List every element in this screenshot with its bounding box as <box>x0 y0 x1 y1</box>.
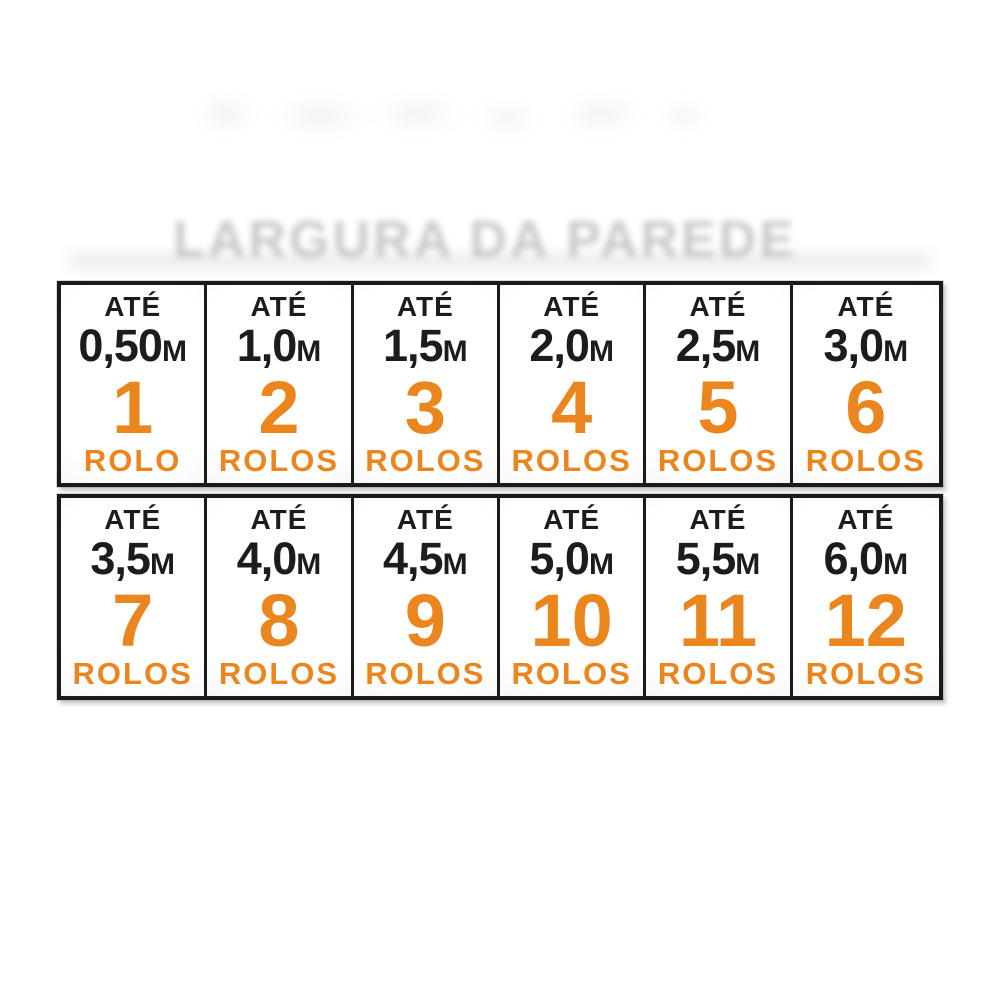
up-to-label: ATÉ <box>543 503 601 535</box>
rolls-label: ROLOS <box>805 442 926 478</box>
width-unit-meters: M <box>588 548 614 582</box>
width-value-line <box>823 320 909 372</box>
width-value-line <box>675 320 761 372</box>
roll-count: 2 <box>258 365 300 449</box>
roll-count: 8 <box>258 578 300 662</box>
width-value-line <box>675 533 761 585</box>
up-to-label: ATÉ <box>689 290 747 322</box>
roll-cell <box>61 498 207 696</box>
width-value: 2,5 <box>675 320 736 372</box>
up-to-label: ATÉ <box>396 290 454 322</box>
up-to-label: ATÉ <box>396 503 454 535</box>
width-unit-meters: M <box>735 335 761 369</box>
up-to-label: ATÉ <box>250 290 308 322</box>
rolls-label: ROLOS <box>657 442 779 478</box>
width-unit-meters: M <box>883 548 909 582</box>
roll-count: 1 <box>112 365 154 449</box>
rolls-table <box>57 281 943 700</box>
width-value-line <box>236 320 322 372</box>
width-value: 4,0 <box>236 533 297 585</box>
width-value-line <box>383 533 468 585</box>
roll-cell <box>646 285 792 483</box>
up-to-label: ATÉ <box>837 290 895 322</box>
width-value-line <box>823 533 909 585</box>
roll-cell <box>500 285 646 483</box>
roll-cell <box>354 498 500 696</box>
rolls-label: ROLOS <box>218 655 340 691</box>
width-value: 3,0 <box>823 320 884 372</box>
width-value: 1,5 <box>383 320 443 372</box>
roll-cell <box>500 498 646 696</box>
width-value-line <box>236 533 322 585</box>
roll-cell <box>646 498 792 696</box>
width-value: 3,5 <box>90 533 150 585</box>
roll-count: 3 <box>404 365 446 449</box>
up-to-label: ATÉ <box>837 503 895 535</box>
roll-count: 6 <box>845 365 887 449</box>
width-value-line <box>529 533 614 585</box>
roll-count: 9 <box>404 578 446 662</box>
width-value: 0,50 <box>78 320 162 372</box>
ghost-title-underglow <box>70 254 930 268</box>
roll-count: 11 <box>678 578 758 662</box>
roll-cell <box>354 285 500 483</box>
roll-cell <box>793 285 939 483</box>
width-unit-meters: M <box>161 335 187 369</box>
up-to-label: ATÉ <box>104 290 162 322</box>
rolls-label: ROLOS <box>511 655 632 691</box>
roll-count: 12 <box>824 578 907 662</box>
width-value-line <box>90 533 175 585</box>
rolls-label: ROLOS <box>805 655 926 691</box>
faded-watermark <box>185 92 705 140</box>
width-unit-meters: M <box>735 548 761 582</box>
width-value-line <box>78 320 187 372</box>
rolls-label: ROLOS <box>218 442 340 478</box>
width-value: 1,0 <box>236 320 297 372</box>
rolls-label: ROLOS <box>657 655 779 691</box>
up-to-label: ATÉ <box>543 290 601 322</box>
up-to-label: ATÉ <box>250 503 308 535</box>
width-unit-meters: M <box>442 335 468 369</box>
rolls-label: ROLOS <box>365 655 486 691</box>
roll-cell <box>207 285 353 483</box>
rolls-label: ROLO <box>83 442 182 478</box>
roll-cell <box>61 285 207 483</box>
width-unit-meters: M <box>149 548 175 582</box>
rolls-label: ROLOS <box>365 442 486 478</box>
width-unit-meters: M <box>442 548 468 582</box>
roll-cell <box>793 498 939 696</box>
width-value: 5,5 <box>675 533 736 585</box>
width-unit-meters: M <box>296 548 322 582</box>
width-unit-meters: M <box>883 335 909 369</box>
wall-width-ghost-title: LARGURA DA PAREDE <box>173 211 797 269</box>
width-unit-meters: M <box>296 335 322 369</box>
width-value: 2,0 <box>529 320 589 372</box>
rolls-label: ROLOS <box>511 442 632 478</box>
up-to-label: ATÉ <box>689 503 747 535</box>
table-row <box>57 281 943 487</box>
roll-count: 7 <box>112 578 154 662</box>
roll-count: 10 <box>530 578 613 662</box>
up-to-label: ATÉ <box>104 503 162 535</box>
roll-cell <box>207 498 353 696</box>
roll-count: 5 <box>697 365 739 449</box>
roll-count: 4 <box>551 365 593 449</box>
width-value-line <box>383 320 468 372</box>
width-value: 6,0 <box>823 533 884 585</box>
width-value-line <box>529 320 614 372</box>
width-value: 5,0 <box>529 533 589 585</box>
rolls-label: ROLOS <box>72 655 193 691</box>
width-value: 4,5 <box>383 533 443 585</box>
width-unit-meters: M <box>588 335 614 369</box>
table-row <box>57 494 943 700</box>
